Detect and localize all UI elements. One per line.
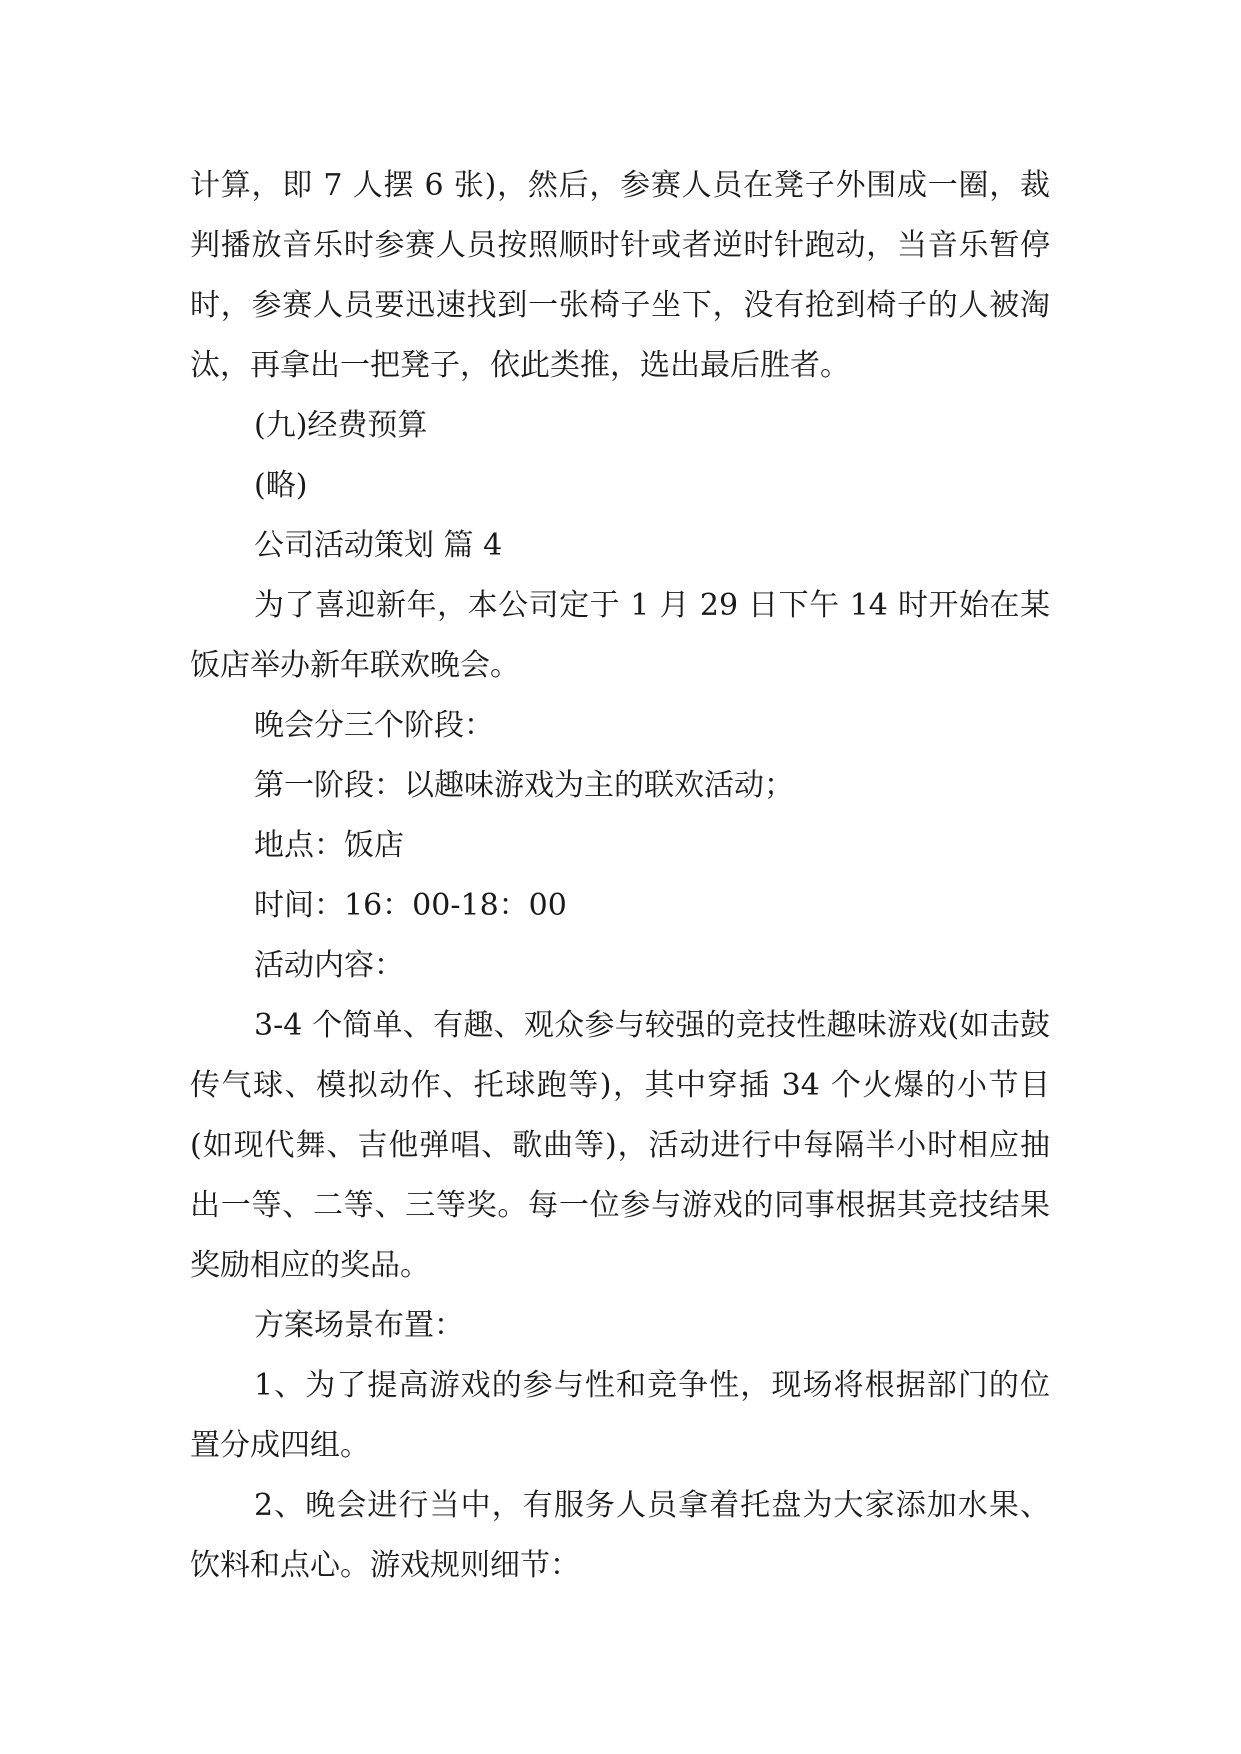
paragraph-setup-item-1: 1、为了提高游戏的参与性和竞争性，现场将根据部门的位置分成四组。 [190,1368,1050,1463]
paragraph-location: 地点：饭店 [254,828,404,863]
paragraph-stages: 晚会分三个阶段： [254,708,494,743]
paragraph-omitted: (略) [254,468,308,503]
section-title: 公司活动策划 篇 4 [254,528,503,563]
heading-budget: (九)经费预算 [254,408,428,443]
document-body [190,156,1050,1596]
paragraph-stage-one: 第一阶段：以趣味游戏为主的联欢活动； [254,768,794,803]
heading-activity-content: 活动内容： [254,948,404,983]
heading-scene-setup: 方案场景布置： [254,1308,464,1343]
paragraph-setup-item-2: 2、晚会进行当中，有服务人员拿着托盘为大家添加水果、饮料和点心。游戏规则细节： [190,1488,1050,1583]
paragraph-activity-details: 3-4 个简单、有趣、观众参与较强的竞技性趣味游戏(如击鼓传气球、模拟动作、托球跑等)，其中穿插 34 个火爆的小节目(如现代舞、吉他弹唱、歌曲等)，活动进行中每隔半小时相应抽出一等、二等、三等奖。每一位参与游戏的同事根据其竞技结果奖励相应的奖品。 [190,1008,1050,1283]
paragraph-game-rules-continued: 计算，即 7 人摆 6 张)，然后，参赛人员在凳子外围成一圈，裁判播放音乐时参赛人员按照顺时针或者逆时针跑动，当音乐暂停时，参赛人员要迅速找到一张椅子坐下，没有抢到椅子的人被淘汰，再拿出一把凳子，依此类推，选出最后胜者。 [190,168,1050,383]
paragraph-time: 时间：16：00-18：00 [254,888,567,923]
paragraph-intro: 为了喜迎新年，本公司定于 1 月 29 日下午 14 时开始在某饭店举办新年联欢晚会。 [190,588,1050,683]
